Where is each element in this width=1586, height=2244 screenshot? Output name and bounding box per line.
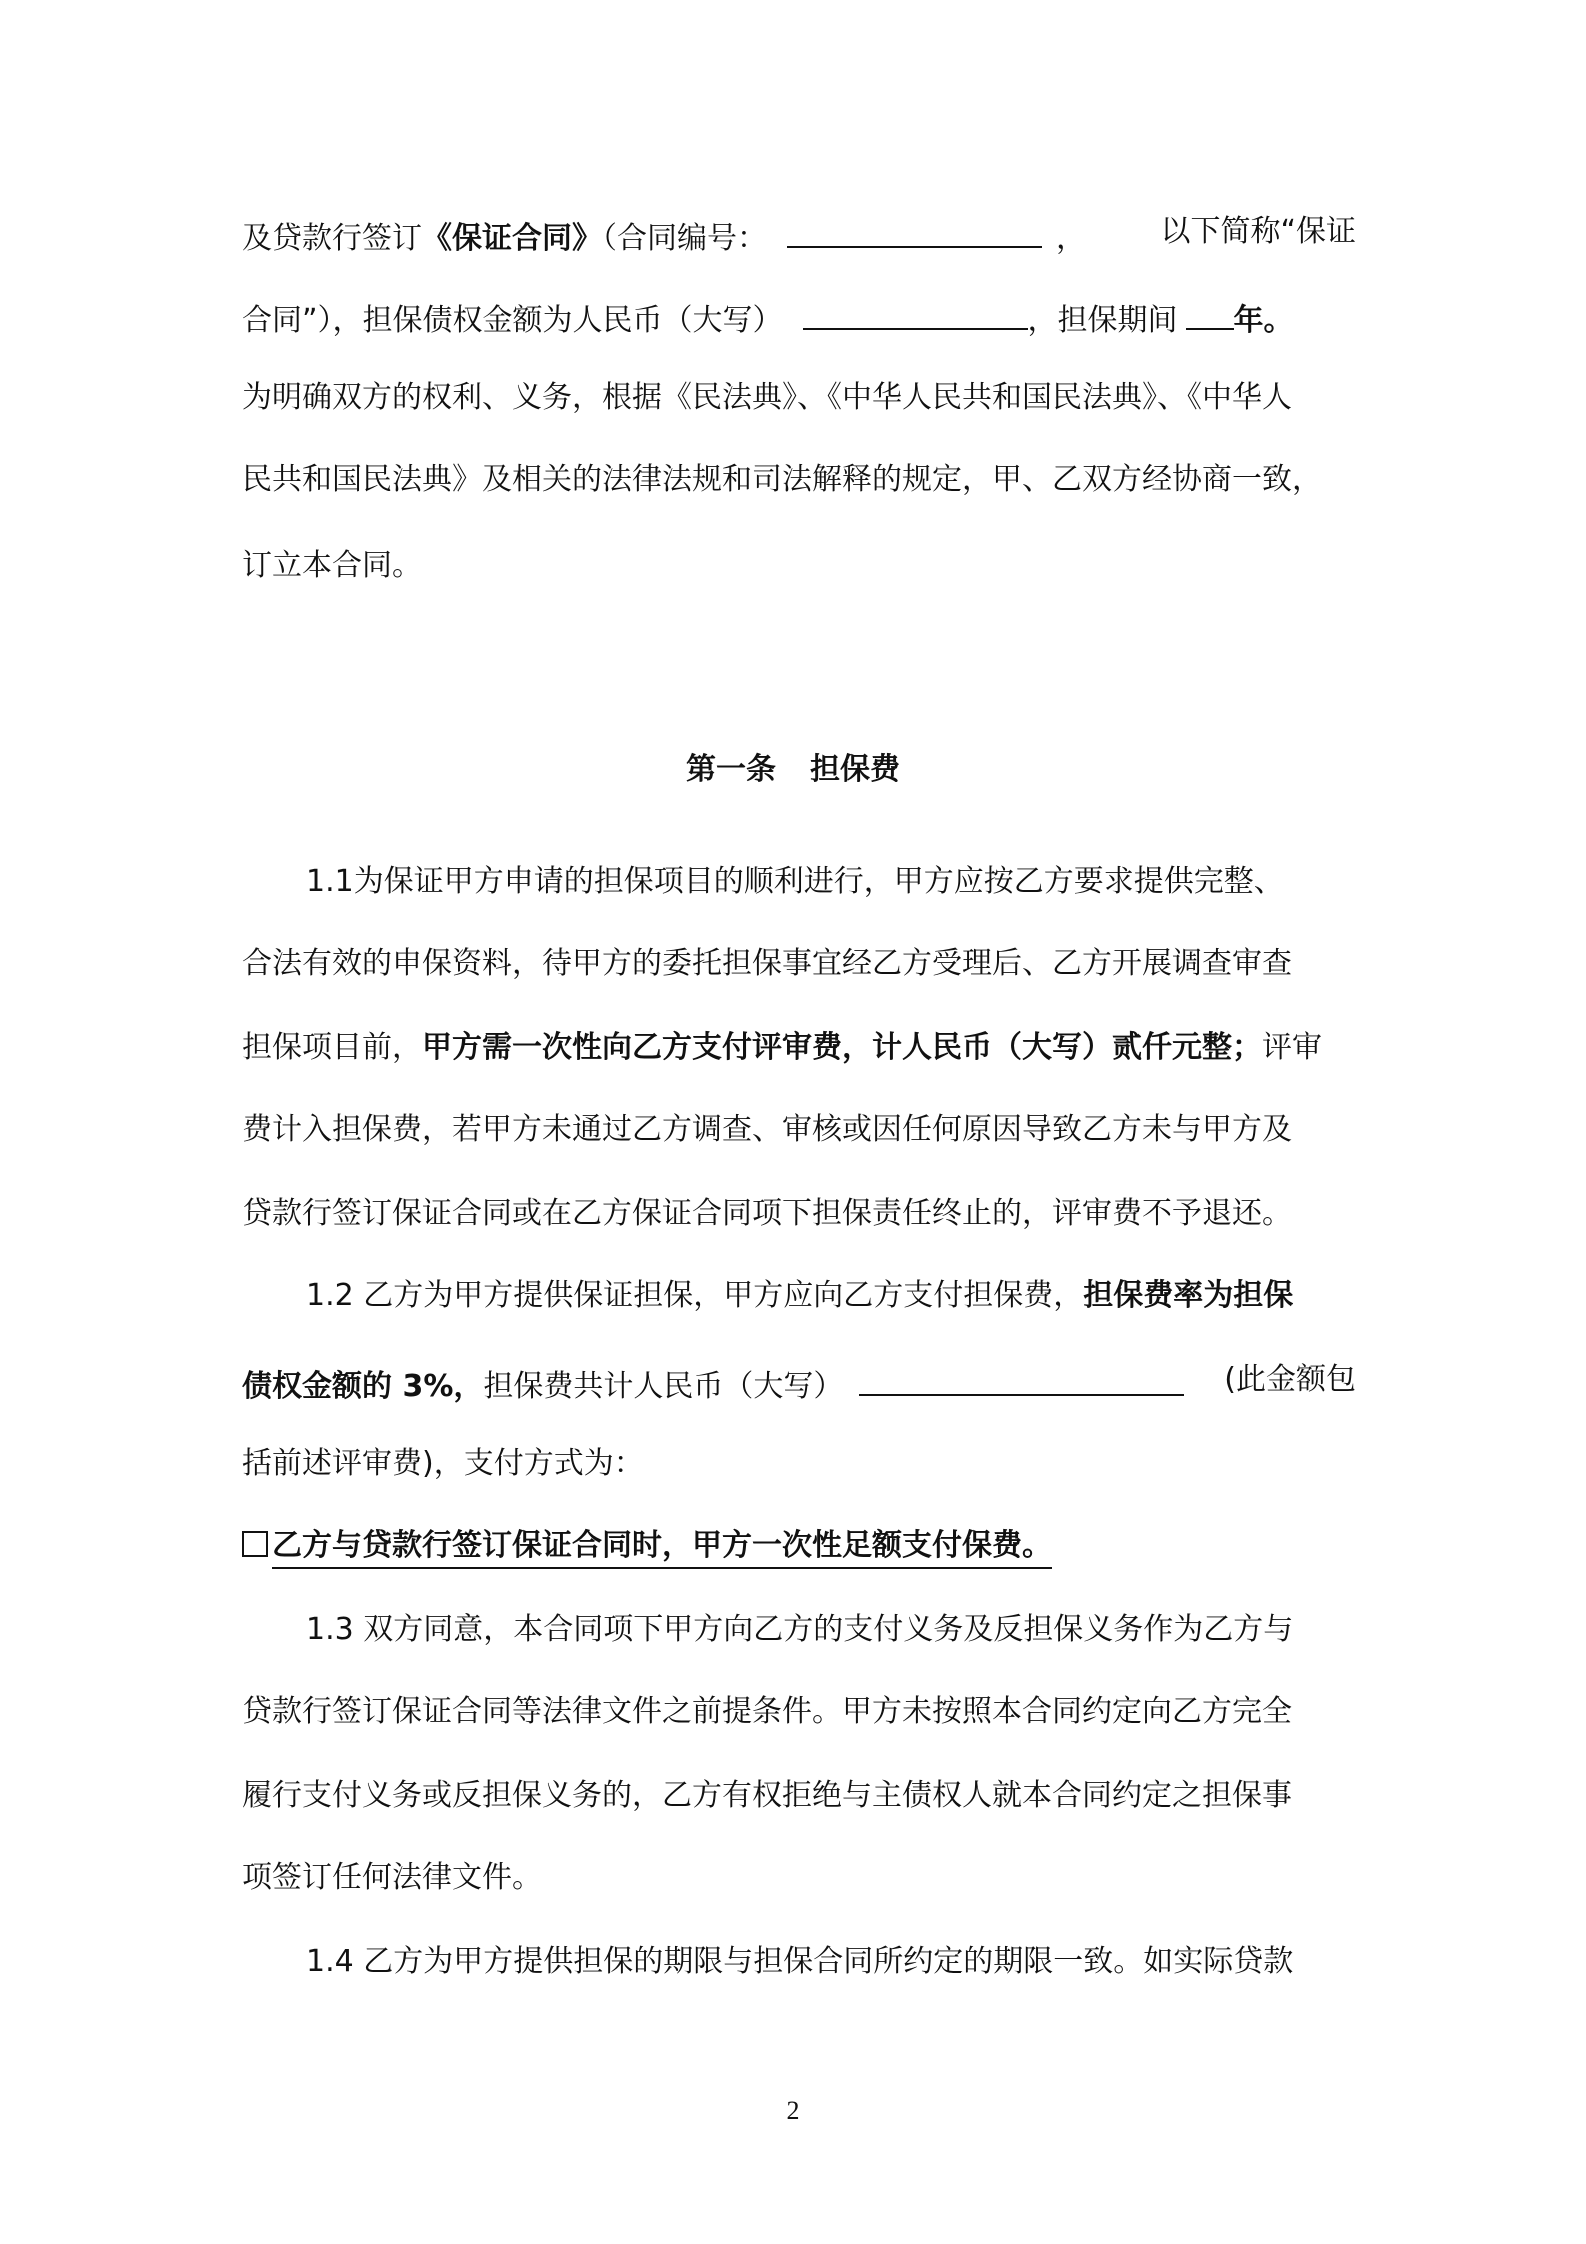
intro-line-2 — [242, 294, 1356, 341]
clause-1-1-line-2: 合法有效的申保资料，待甲方的委托担保事宜经乙方受理后、乙方开展调查审查 — [242, 946, 1292, 981]
intro-text: 年。 — [1233, 303, 1294, 338]
clause-text: 担保费共计人民币（大写） — [483, 1369, 844, 1404]
clause-1-3-line-1: 1.3 双方同意，本合同项下甲方向乙方的支付义务及反担保义务作为乙方与 — [306, 1612, 1294, 1647]
clause-1-3-line-2: 贷款行签订保证合同等法律文件之前提条件。甲方未按照本合同约定向乙方完全 — [242, 1694, 1292, 1729]
article-number: 第一条 — [686, 752, 776, 787]
article-heading — [0, 750, 1586, 790]
intro-text: （合同编号： — [602, 221, 767, 256]
payment-option — [242, 1526, 1356, 1566]
intro-text: 以下简称“保证 — [1160, 214, 1356, 249]
intro-line-3: 为明确双方的权利、义务，根据《民法典》、《中华人民共和国民法典》、《中华人 — [242, 380, 1292, 415]
intro-line-1 — [242, 212, 1356, 259]
clause-1-3-line-3: 履行支付义务或反担保义务的，乙方有权拒绝与主债权人就本合同约定之担保事 — [242, 1778, 1292, 1813]
clause-text: 担保项目前， — [242, 1030, 422, 1065]
intro-text: 合同”），担保债权金额为人民币（大写） — [242, 303, 783, 338]
fee-rate-text: 债权金额的 3%， — [242, 1369, 484, 1404]
page-number: 2 — [786, 2096, 800, 2125]
clause-1-3-line-4: 项签订任何法律文件。 — [242, 1860, 542, 1895]
clause-1-2-line-2 — [242, 1360, 1356, 1407]
clause-1-1-line-3 — [242, 1028, 1356, 1068]
clause-1-2-line-3: 括前述评审费)，支付方式为： — [242, 1446, 644, 1481]
clause-1-1-line-1: 1.1为保证甲方申请的担保项目的顺利进行，甲方应按乙方要求提供完整、 — [306, 864, 1284, 899]
guarantee-period-blank[interactable] — [1186, 294, 1234, 330]
clause-text: 1.2 乙方为甲方提供保证担保，甲方应向乙方支付担保费， — [306, 1278, 1084, 1313]
fee-rate-text: 担保费率为担保 — [1083, 1278, 1294, 1313]
review-fee-text: 甲方需一次性向乙方支付评审费，计人民币（大写）贰仟元整； — [422, 1030, 1262, 1065]
intro-line-5: 订立本合同。 — [242, 548, 422, 583]
contract-number-blank[interactable] — [787, 212, 1042, 248]
amount-blank[interactable] — [803, 294, 1028, 330]
contract-name: 《保证合同》 — [422, 221, 602, 256]
clause-1-1-line-5: 贷款行签订保证合同或在乙方保证合同项下担保责任终止的，评审费不予退还。 — [242, 1196, 1292, 1231]
intro-line-4: 民共和国民法典》及相关的法律法规和司法解释的规定，甲、乙双方经协商一致， — [242, 462, 1322, 497]
clause-text: (此金额包 — [1224, 1362, 1356, 1397]
clause-1-1-line-4: 费计入担保费，若甲方未通过乙方调查、审核或因任何原因导致乙方未与甲方及 — [242, 1112, 1292, 1147]
intro-text: ， — [1056, 221, 1086, 256]
clause-1-4-line-1: 1.4 乙方为甲方提供担保的期限与担保合同所约定的期限一致。如实际贷款 — [306, 1944, 1294, 1979]
clause-1-2-line-1 — [306, 1276, 1356, 1316]
payment-option-checkbox[interactable] — [242, 1531, 268, 1557]
guarantee-fee-blank[interactable] — [859, 1360, 1184, 1396]
intro-text: 及贷款行签订 — [242, 221, 422, 256]
clause-text: 评审 — [1262, 1030, 1322, 1065]
payment-option-label: 乙方与贷款行签订保证合同时，甲方一次性足额支付保费。 — [272, 1528, 1052, 1569]
intro-text: ，担保期间 — [1027, 303, 1178, 338]
article-title: 担保费 — [810, 752, 900, 787]
